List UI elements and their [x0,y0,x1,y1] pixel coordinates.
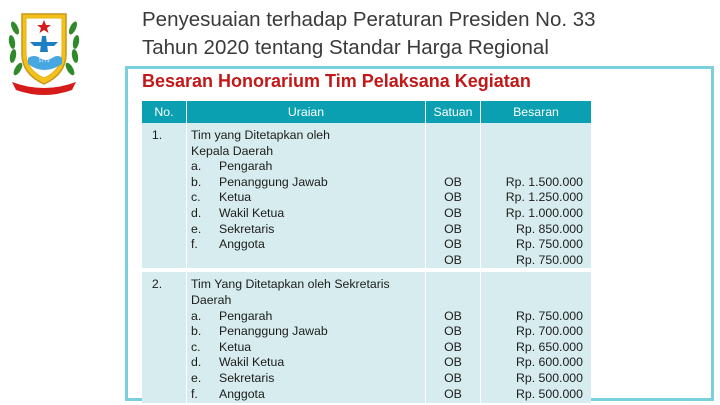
amount-value: Rp. 600.000 [515,355,583,370]
list-item: d. Wakil Ketua [191,205,285,220]
city-emblem-logo [6,2,82,98]
unit-value: OB [444,308,462,323]
list-item: b. Penanggung Jawab [191,174,328,189]
amount-value: Rp. 750.000 [515,237,583,252]
description-line: Tim yang Ditetapkan oleh [191,128,330,142]
page-title [142,6,712,62]
list-item: c. Ketua [191,339,252,354]
amount-value: Rp. 850.000 [515,221,583,236]
honorarium-table [142,101,591,403]
description-line: Kepala Daerah [191,143,274,158]
row-amounts [481,272,591,403]
row-number: 1. [142,123,187,272]
unit-value: OB [444,205,462,220]
list-item: f. Anggota [191,237,265,252]
unit-value: OB [444,190,462,205]
table-row [142,272,591,403]
amount-value: Rp. 1.000.000 [505,205,583,220]
svg-text:1771: 1771 [38,58,50,64]
header-besaran: Besaran [481,101,591,123]
unit-value: OB [444,370,462,385]
title-line-1: Penyesuaian terhadap Peraturan Presiden No. 33 [142,8,596,31]
list-item: f. Anggota [191,386,265,401]
header-satuan: Satuan [426,101,481,123]
header-uraian: Uraian [187,101,426,123]
list-item: e. Sekretaris [191,370,275,385]
unit-value: OB [444,339,462,354]
amount-value: Rp. 700.000 [515,324,583,339]
amount-value: Rp. 500.000 [515,370,583,385]
unit-value: OB [444,174,462,189]
table-row [142,123,591,272]
amount-value: Rp. 750.000 [515,252,583,267]
row-description [187,123,426,272]
amount-value: Rp. 1.250.000 [505,190,583,205]
unit-value: OB [444,324,462,339]
unit-value: OB [444,355,462,370]
row-description [187,272,426,403]
row-amounts [481,123,591,272]
amount-value: Rp. 750.000 [515,308,583,323]
unit-value: OB [444,221,462,236]
amount-value: Rp. 1.500.000 [505,174,583,189]
list-item: a. Pengarah [191,159,273,174]
row-number: 2. [142,272,187,403]
section-subtitle: Besaran Honorarium Tim Pelaksana Kegiatan [142,71,531,91]
list-item: d. Wakil Ketua [191,355,285,370]
list-item: b. Penanggung Jawab [191,324,328,339]
unit-value: OB [444,237,462,252]
description-line: Tim Yang Ditetapkan oleh Sekretaris [191,277,390,292]
unit-value: OB [444,386,462,401]
list-item: a. Pengarah [191,308,273,323]
list-item: e. Sekretaris [191,221,275,236]
amount-value: Rp. 650.000 [515,339,583,354]
description-line: Daerah [191,292,232,307]
list-item: c. Ketua [191,190,252,205]
amount-value: Rp. 500.000 [515,386,583,401]
title-line-2: Tahun 2020 tentang Standar Harga Regional [142,36,549,59]
row-units [426,123,481,272]
row-units [426,272,481,403]
unit-value: OB [444,252,462,267]
table-header-row [142,101,591,123]
header-no: No. [142,101,187,123]
